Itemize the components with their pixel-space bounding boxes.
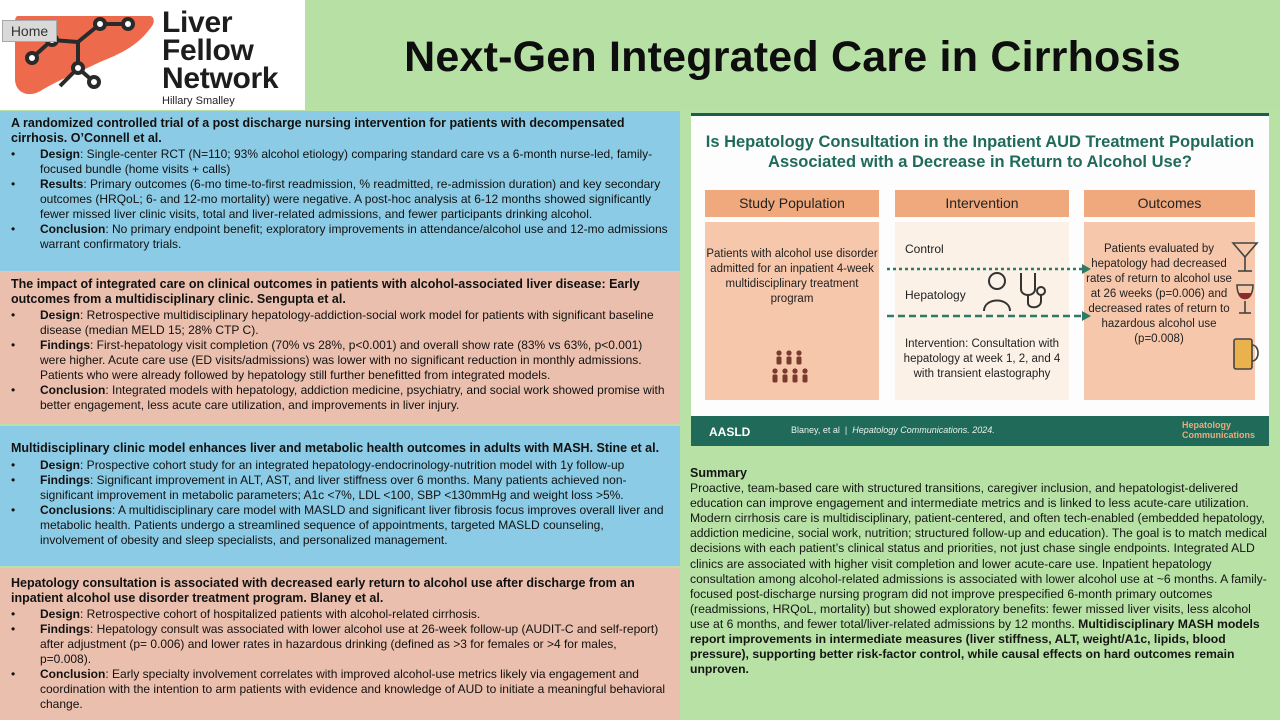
- summary-paragraph: [690, 481, 1272, 677]
- study-card: [0, 272, 680, 424]
- bullet-item: [11, 338, 670, 383]
- outcomes-text: Patients evaluated by hepatology had decreased rates of return to alcohol use at 26 weeks (p=0.006) and decreased rates of return to hazardous alcohol use (p=0.008): [1086, 243, 1232, 345]
- bullet-label: Conclusion: [40, 222, 106, 236]
- study-card: [0, 568, 680, 720]
- population-text: Patients with alcohol use disorder admitted for an inpatient 4-week multidisciplinary treatment program: [706, 248, 878, 305]
- journal-line-2: Communications: [1181, 430, 1255, 440]
- bullet-item: [11, 222, 670, 252]
- bullet-label: Findings: [40, 338, 90, 352]
- bullet-label: Design: [40, 308, 81, 322]
- bullet-label: Design: [40, 458, 81, 472]
- control-label: Control: [905, 242, 944, 256]
- study-bullets: [11, 607, 670, 712]
- header-outcomes: Outcomes: [1084, 190, 1255, 217]
- summary-heading: Summary: [690, 466, 747, 480]
- study-card: [0, 111, 680, 271]
- bullet-item: [11, 308, 670, 338]
- hepatology-label: Hepatology: [905, 288, 966, 302]
- study-bullets: [11, 147, 670, 252]
- logo-line-3: Network: [162, 62, 279, 95]
- bullet-text: : Integrated models with hepatology, addiction medicine, psychiatry, and social work showed promise with better engagement, less acute care utilization, and improvements in liver injury.: [40, 383, 665, 412]
- bullet-label: Conclusion: [40, 383, 106, 397]
- bullet-label: Design: [40, 147, 81, 161]
- logo-panel: [0, 0, 305, 110]
- page-title: Next-Gen Integrated Care in Cirrhosis: [404, 33, 1181, 81]
- logo-line-1: Liver: [162, 6, 233, 39]
- study-title: Multidisciplinary clinic model enhances liver and metabolic health outcomes in adults with MASH. Stine et al.: [11, 441, 660, 455]
- bullet-item: [11, 667, 670, 712]
- doctor-stethoscope-icon: [981, 269, 1051, 313]
- bullet-text: : A multidisciplinary care model with MASLD and significant liver fibrosis focus improves overall liver and metabolic health. Patients undergo a streamlined sequence of appointments, targeted MASLD counseling, involvement of obesity and sleep specialists, and personalized management.: [40, 503, 664, 547]
- bullet-item: [11, 458, 670, 473]
- bullet-text: : Early specialty involvement correlates with improved alcohol-use metrics likely via engagement and coordination with the intention to arm patients with evidence and knowledge of AUD to initiate a meaningful behavioral change.: [40, 667, 666, 711]
- bullet-text: : Primary outcomes (6-mo time-to-first readmission, % readmitted, re-admission duration) and key secondary outcomes (HRQoL; 6- and 12-mo mortality) were negative. A post-hoc analysis at 6-12 months showed significantly fewer missed liver clinic visits, total and liver-related admissions, and fewer participants drinking alcohol.: [40, 177, 661, 221]
- bullet-text: : Single-center RCT (N=110; 93% alcohol etiology) comparing standard care vs a 6-month nurse-led, family-focused bundle (home visits + calls): [40, 147, 653, 176]
- summary-section: [690, 466, 1272, 677]
- study-title: A randomized controlled trial of a post discharge nursing intervention for patients with decompensated cirrhosis. O’Connell et al.: [11, 116, 625, 145]
- header-study-population: Study Population: [705, 190, 879, 217]
- bullet-text: : Retrospective multidisciplinary hepatology-addiction-social work model for patients with significant baseline disease (median MELD 15; 28% CTP C).: [40, 308, 654, 337]
- study-card: [0, 426, 680, 566]
- abstract-footer: [691, 416, 1269, 446]
- study-bullets: [11, 458, 670, 548]
- bullet-item: [11, 177, 670, 222]
- bullet-item: [11, 473, 670, 503]
- aasld-brand: AASLD: [709, 425, 751, 439]
- logo-line-2: Fellow: [162, 34, 254, 67]
- logo-wordmark: [162, 6, 279, 95]
- journal-brand: [1182, 420, 1255, 440]
- bullet-text: : Hepatology consult was associated with lower alcohol use at 26-week follow-up (AUDIT-C and self-report) after adjustment (p= 0.006) and lower rates in hazardous drinking (defined as >3 for females or >4 for males, p=0.008).: [40, 622, 659, 666]
- alcohol-glasses-icon: [1231, 241, 1261, 377]
- bullet-text: : First-hepatology visit completion (70% vs 28%, p<0.001) and overall show rate (83% vs 63%, p<0.001) were higher. Acute care use (ED visits/admissions) was lower with no significant reduction in monthly admissions. Patients who were already followed by hepatology still further benefitted from integrated models.: [40, 338, 643, 382]
- home-button[interactable]: Home: [2, 20, 57, 42]
- visual-abstract: [691, 113, 1269, 446]
- bullet-item: [11, 147, 670, 177]
- abstract-citation: Blaney, et al | Hepatology Communications. 2024.: [791, 425, 995, 435]
- bullet-label: Conclusions: [40, 503, 113, 517]
- people-group-icon: [771, 349, 815, 387]
- bullet-item: [11, 383, 670, 413]
- citation-journal: Hepatology Communications. 2024.: [852, 425, 995, 435]
- author-name: Hillary Smalley: [162, 95, 235, 107]
- bullet-text: : No primary endpoint benefit; exploratory improvements in attendance/alcohol use and 12-mo admissions warrant confirmatory trials.: [40, 222, 668, 251]
- summary-bold-text: Multidisciplinary MASH models report improvements in intermediate measures (liver stiffness, ALT, weight/A1c, lipids, blood pressure), supporting better risk-factor control, while causal effects on hard outcomes remain unproven.: [690, 616, 1260, 677]
- intervention-text: Intervention: Consultation with hepatology at week 1, 2, and 4 with transient elastography: [903, 338, 1061, 380]
- bullet-label: Findings: [40, 622, 90, 636]
- bullet-label: Findings: [40, 473, 90, 487]
- bullet-item: [11, 607, 670, 622]
- bullet-label: Results: [40, 177, 84, 191]
- title-banner: [305, 0, 1280, 110]
- bullet-text: : Significant improvement in ALT, AST, and liver stiffness over 6 months. Many patients achieved non-significant improvement in metabolic parameters; A1c <7%, LDL <100, SBP <130mmHg and weight loss >5%.: [40, 473, 627, 502]
- abstract-question: Is Hepatology Consultation in the Inpatient AUD Treatment Population Associated with a Decrease in Return to Alcohol Use?: [705, 133, 1255, 171]
- header-intervention: Intervention: [895, 190, 1069, 217]
- bullet-item: [11, 622, 670, 667]
- study-title: Hepatology consultation is associated with decreased early return to alcohol use after discharge from an inpatient alcohol use disorder treatment program. Blaney et al.: [11, 576, 635, 605]
- bullet-text: : Retrospective cohort of hospitalized patients with alcohol-related cirrhosis.: [80, 607, 481, 621]
- bullet-label: Conclusion: [40, 667, 106, 681]
- summary-text: Proactive, team-based care with structured transitions, caregiver inclusion, and hepatologist-delivered education can improve engagement and intermediate metrics and is linked to less acute-care utilization. Modern cirrhosis care is multidisciplinary, patient-centered, and often tech-enabled (embedded hepatology, addiction medicine, social work, nutrition; structured follow-up and education). The goal is to match medical decisions with each patient’s clinical status and priorities, not just chase single endpoints. Integrated ALD clinics are associated with higher visit completion and lower acute-care use. Inpatient hepatology consultation among alcohol-related admissions is associated with lower alcohol use at ~6 months. A family-focused post-discharge nursing program did not improve prespecified 6-month primary outcomes (readmissions, HRQoL, mortality) but showed exploratory benefits: fewer missed liver visits, less alcohol use at 6 months, and fewer total/liver-related admissions by 12 months.: [690, 481, 1267, 631]
- bullet-text: : Prospective cohort study for an integrated hepatology-endocrinology-nutrition model with 1y follow-up: [80, 458, 625, 472]
- citation-authors: Blaney, et al: [791, 425, 840, 435]
- bullet-label: Design: [40, 607, 81, 621]
- study-title: The impact of integrated care on clinical outcomes in patients with alcohol-associated liver disease: Early outcomes from a multidisciplinary clinic. Sengupta et al.: [11, 277, 640, 306]
- journal-line-1: Hepatology: [1181, 420, 1231, 430]
- study-bullets: [11, 308, 670, 413]
- bullet-item: [11, 503, 670, 548]
